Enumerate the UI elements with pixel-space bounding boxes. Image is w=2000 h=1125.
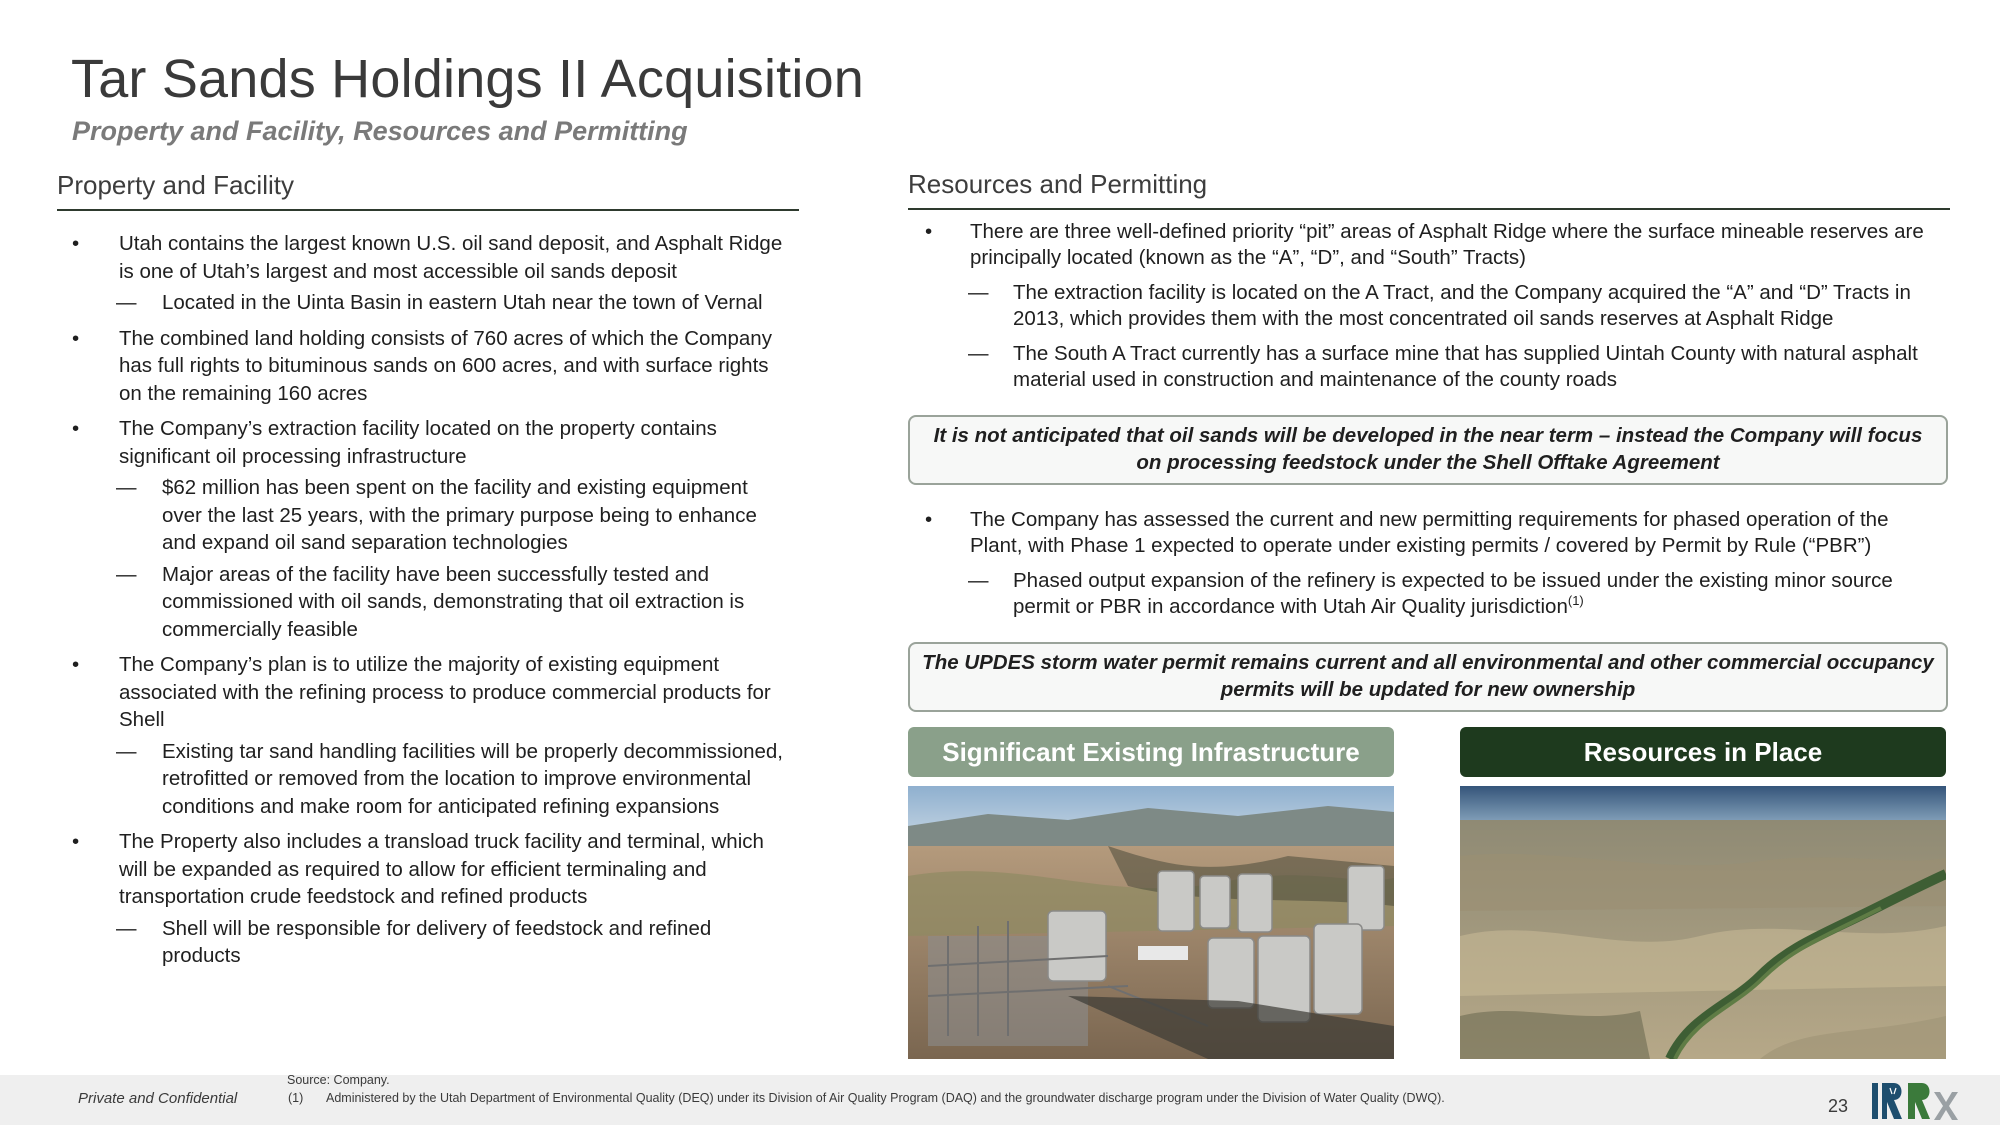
confidential-label: Private and Confidential [78,1090,238,1107]
bullet-marker: • [925,220,933,243]
bullet-text: Located in the Uinta Basin in eastern Utah near the town of Vernal [162,291,763,314]
infrastructure-photo-art [908,786,1394,1059]
bullet-text: The Company’s plan is to utilize the majority of existing equipment associated with the refining process to produce commercial products for Shell [119,653,771,731]
section-rule-left [57,209,799,211]
permitting-bullet [925,507,1925,558]
bullet-marker: • [72,417,80,440]
section-rule-right [908,208,1950,210]
company-logo [1870,1080,1970,1122]
resources-aerial-photo [1460,786,1946,1059]
callout-near-term: It is not anticipated that oil sands will be developed in the near term – instead the Company will focus on processing feedstock under the Shell Offtake Agreement [908,415,1948,485]
resources-bullet-list [925,215,1925,392]
page-title: Tar Sands Holdings II Acquisition [71,49,865,109]
property-bullet [72,230,792,285]
bullet-marker: • [72,232,80,255]
property-sub-bullet [72,289,792,317]
bullet-marker: • [925,508,933,531]
bullet-text: There are three well-defined priority “pit” areas of Asphalt Ridge where the surface mineable reserves are principally located (known as the “A”, “D”, and “South” Tracts) [970,220,1924,269]
dash-marker: — [116,739,137,763]
dash-marker: — [968,569,989,592]
bullet-text: $62 million has been spent on the facility and existing equipment over the last 25 years, with the primary purpose being to enhance and expand oil sand separation technologies [162,476,757,554]
dash-marker: — [116,916,137,940]
resources-sub-bullet [925,341,1925,392]
property-sub-bullet [72,474,792,557]
dash-marker: — [968,342,989,365]
dash-marker: — [116,562,137,586]
source-note: Source: Company. [287,1073,390,1087]
bullet-text: The South A Tract currently has a surface mine that has supplied Uintah County with natural asphalt material used in construction and maintenance of the county roads [1013,342,1918,391]
property-sub-bullet [72,738,792,821]
dash-marker: — [968,281,989,304]
bullet-text: Shell will be responsible for delivery of feedstock and refined products [162,916,712,967]
bullet-text: The combined land holding consists of 760 acres of which the Company has full rights to bituminous sands on 600 acres, and with surface rights on the remaining 160 acres [119,326,772,405]
infrastructure-photo [908,786,1394,1059]
tag-resources-in-place: Resources in Place [1460,727,1946,777]
bullet-marker: • [72,653,80,676]
bullet-text: Major areas of the facility have been successfully tested and commissioned with oil sands, demonstrating that oil extraction is commercially feasible [162,562,745,641]
page-number: 23 [1828,1096,1849,1116]
bullet-marker: • [72,326,80,350]
bullet-text: The extraction facility is located on the A Tract, and the Company acquired the “A” and “D” Tracts in 2013, which provides them with the most concentrated oil sands reserves at Asphalt Ridge [1013,281,1911,330]
resources-aerial-photo-art [1460,786,1946,1059]
bullet-text: The Company’s extraction facility located on the property contains significant oil processing infrastructure [119,417,717,468]
footnote-ref: (1) [1567,592,1584,608]
permitting-sub-bullet [925,568,1925,619]
property-bullet-list [72,222,792,970]
property-bullet [72,828,792,911]
bullet-text: Existing tar sand handling facilities will be properly decommissioned, retrofitted or removed from the location to improve environmental conditions and make room for anticipated refining expansions [162,739,783,818]
property-bullet [72,651,792,734]
property-sub-bullet [72,561,792,644]
bullet-text: The Property also includes a transload truck facility and terminal, which will be expanded as required to allow for efficient terminaling and transportation crude feedstock and refined products [119,830,764,908]
property-sub-bullet [72,915,792,970]
tag-significant-infrastructure: Significant Existing Infrastructure [908,727,1394,777]
section-heading-property: Property and Facility [57,170,294,200]
bullet-marker: • [72,830,80,853]
callout-updes-permit: The UPDES storm water permit remains current and all environmental and other commercial occupancy permits will be updated for new ownership [908,642,1948,712]
bullet-text: The Company has assessed the current and new permitting requirements for phased operation of the Plant, with Phase 1 expected to operate under existing permits / covered by Permit by Rule (“PBR”) [970,508,1889,557]
resources-sub-bullet [925,280,1925,331]
permitting-bullet-list [925,503,1925,619]
resources-bullet [925,219,1925,270]
bullet-text: Phased output expansion of the refinery is expected to be issued under the existing minor source permit or PBR in accordance with Utah Air Quality jurisdiction [1013,569,1893,618]
page-subtitle: Property and Facility, Resources and Permitting [72,116,688,146]
property-bullet [72,325,792,408]
section-heading-resources: Resources and Permitting [908,169,1208,199]
dash-marker: — [116,476,137,499]
footnote-text: Administered by the Utah Department of Environmental Quality (DEQ) under its Division of Air Quality Program (DAQ) and the groundwater discharge program under the Division of Water Quality (DWQ). [326,1091,1445,1105]
bullet-text: Utah contains the largest known U.S. oil sand deposit, and Asphalt Ridge is one of Utah’s largest and most accessible oil sands deposit [119,232,783,283]
footnote-number: (1) [288,1091,304,1105]
dash-marker: — [116,291,137,314]
property-bullet [72,415,792,470]
